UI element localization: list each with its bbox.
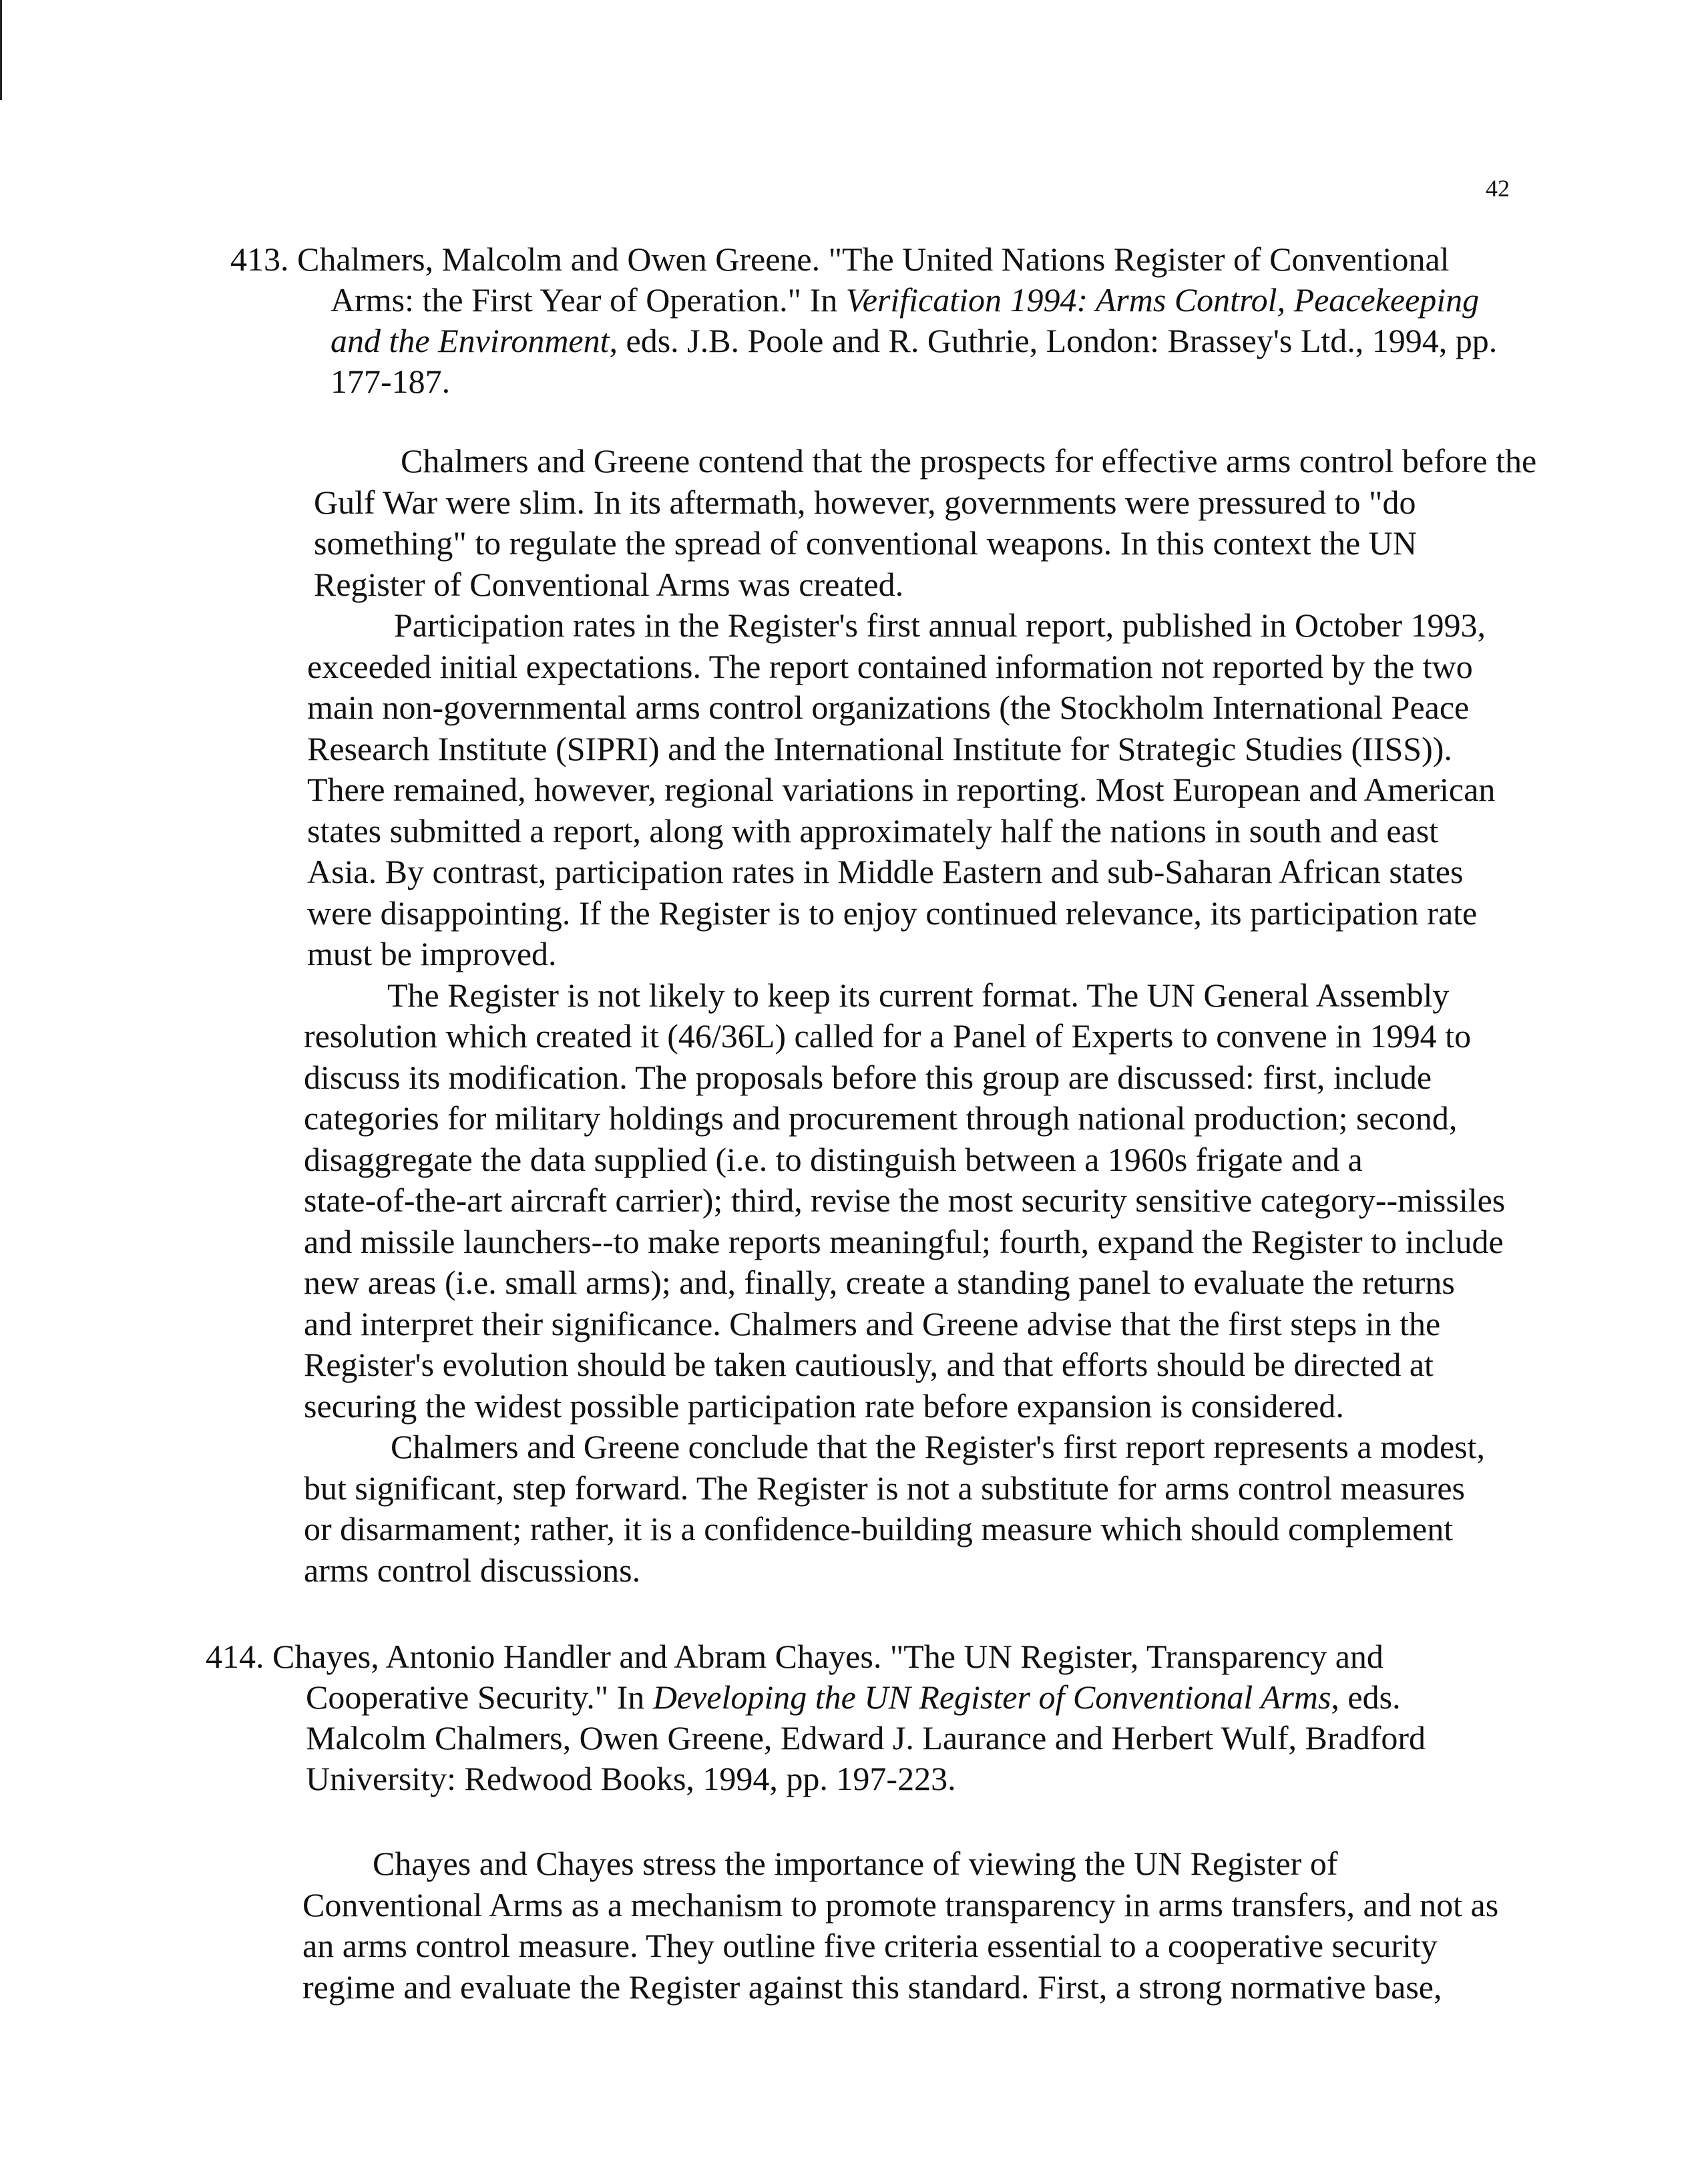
paragraph-line: or disarmament; rather, it is a confidence-building measure which should complement	[304, 1510, 1454, 1548]
paragraph-line: must be improved.	[307, 935, 557, 972]
paragraph-line: Chalmers and Greene contend that the prospects for effective arms control before the	[401, 442, 1537, 480]
citation-text: Chalmers, Malcolm and Owen Greene. "The United Nations Register of Conventional	[297, 240, 1450, 278]
citation-title: and the Environment	[331, 322, 610, 359]
citation-text: University: Redwood Books, 1994, pp. 197-223.	[306, 1760, 956, 1797]
citation-413	[230, 239, 1497, 402]
paragraph-line: Chayes and Chayes stress the importance of viewing the UN Register of	[373, 1845, 1338, 1882]
paragraph-line: discuss its modification. The proposals before this group are discussed: first, include	[304, 1058, 1432, 1096]
paragraph-line: Gulf War were slim. In its aftermath, however, governments were pressured to "do	[314, 483, 1416, 521]
citation-number: 413.	[230, 240, 289, 278]
citation-number: 414.	[206, 1638, 264, 1675]
citation-text: , eds.	[1331, 1678, 1401, 1716]
paragraph-line: arms control discussions.	[304, 1551, 641, 1589]
paragraph-line: disaggregate the data supplied (i.e. to distinguish between a 1960s frigate and a	[304, 1140, 1363, 1178]
paragraph-line: Register of Conventional Arms was created.	[314, 565, 904, 603]
paragraph-line: Research Institute (SIPRI) and the International Institute for Strategic Studies (IISS)).	[307, 729, 1452, 767]
scan-edge-line	[0, 0, 2, 100]
paragraph-line: There remained, however, regional variations in reporting. Most European and American	[307, 771, 1496, 808]
paragraph-line: Chalmers and Greene conclude that the Register's first report represents a modest,	[391, 1428, 1486, 1465]
paragraph-line: and missile launchers--to make reports meaningful; fourth, expand the Register to include	[304, 1222, 1504, 1260]
page-number: 42	[1486, 175, 1510, 202]
paragraph-line: something" to regulate the spread of conventional weapons. In this context the UN	[314, 524, 1417, 562]
paragraph-line: Participation rates in the Register's first annual report, published in October 1993,	[394, 606, 1486, 644]
paragraph-line: were disappointing. If the Register is to enjoy continued relevance, its participation rate	[307, 894, 1478, 932]
citation-text: Malcolm Chalmers, Owen Greene, Edward J. Laurance and Herbert Wulf, Bradford	[306, 1719, 1426, 1757]
paragraph-line: securing the widest possible participation rate before expansion is considered.	[304, 1387, 1344, 1425]
paragraph-line: state-of-the-art aircraft carrier); third, revise the most security sensitive category--missiles	[304, 1182, 1506, 1219]
citation-414	[206, 1636, 1426, 1799]
citation-text: 177-187.	[331, 363, 451, 400]
summary-413	[304, 441, 1537, 1591]
paragraph-line: Register's evolution should be taken cautiously, and that efforts should be directed at	[304, 1346, 1434, 1383]
summary-414	[302, 1843, 1498, 2008]
paragraph-line: states submitted a report, along with approximately half the nations in south and east	[307, 811, 1439, 850]
paragraph-line: new areas (i.e. small arms); and, finally, create a standing panel to evaluate the returns	[304, 1264, 1455, 1301]
citation-text: Arms: the First Year of Operation." In	[331, 281, 846, 319]
paragraph-line: an arms control measure. They outline five criteria essential to a cooperative security	[302, 1927, 1438, 1964]
paragraph-line: but significant, step forward. The Register is not a substitute for arms control measures	[304, 1469, 1465, 1507]
citation-text: Chayes, Antonio Handler and Abram Chayes. "The UN Register, Transparency and	[272, 1638, 1383, 1675]
paragraph-line: and interpret their significance. Chalmers and Greene advise that the first steps in the	[304, 1304, 1441, 1342]
paragraph-line: The Register is not likely to keep its current format. The UN General Assembly	[387, 976, 1450, 1014]
paragraph-line: categories for military holdings and procurement through national production; second,	[304, 1099, 1458, 1137]
paragraph-line: main non-governmental arms control organizations (the Stockholm International Peace	[307, 689, 1470, 726]
paragraph-line: Asia. By contrast, participation rates in Middle Eastern and sub-Saharan African states	[307, 853, 1464, 890]
citation-text: Cooperative Security." In	[306, 1678, 653, 1716]
citation-text: , eds. J.B. Poole and R. Guthrie, London: Brassey's Ltd., 1994, pp.	[609, 322, 1498, 359]
citation-title: Verification 1994: Arms Control, Peacekeeping	[845, 281, 1480, 319]
paragraph-line: Conventional Arms as a mechanism to promote transparency in arms transfers, and not as	[302, 1885, 1499, 1924]
citation-title: Developing the UN Register of Conventional Arms	[652, 1678, 1331, 1716]
paragraph-line: regime and evaluate the Register against this standard. First, a strong normative base,	[302, 1968, 1442, 2006]
paragraph-line: exceeded initial expectations. The report contained information not reported by the two	[307, 647, 1473, 685]
paragraph-line: resolution which created it (46/36L) called for a Panel of Experts to convene in 1994 to	[304, 1017, 1472, 1055]
